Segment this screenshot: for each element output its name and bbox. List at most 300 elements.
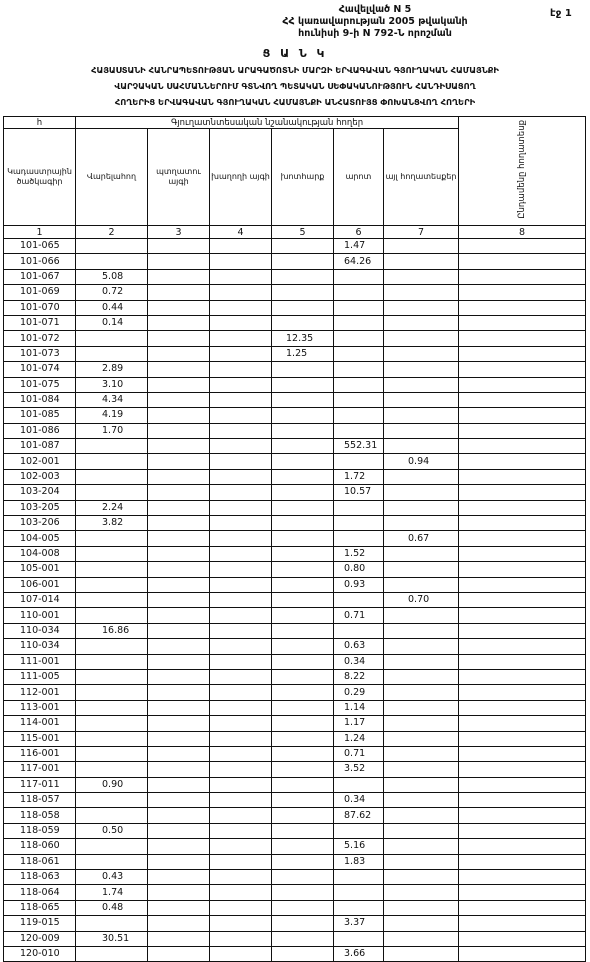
- area-cell: [210, 254, 272, 269]
- cadastral-code-cell: 114-001: [4, 716, 76, 731]
- table-row: [4, 439, 586, 454]
- table-row: [4, 315, 586, 330]
- appendix-line: Հավելված N 5: [338, 4, 412, 15]
- area-cell: 0.50: [76, 823, 148, 838]
- table-row: [4, 408, 586, 423]
- area-cell: [459, 931, 586, 946]
- area-cell: [459, 546, 586, 561]
- table-row: [4, 639, 586, 654]
- area-cell: [459, 839, 586, 854]
- area-cell: [272, 931, 334, 946]
- area-cell: [384, 315, 459, 330]
- table-row: [4, 346, 586, 361]
- area-cell: [384, 300, 459, 315]
- area-cell: [148, 654, 210, 669]
- area-cell: [272, 639, 334, 654]
- area-cell: [148, 362, 210, 377]
- area-cell: [210, 423, 272, 438]
- area-cell: [459, 716, 586, 731]
- table-row: [4, 854, 586, 869]
- area-cell: [148, 439, 210, 454]
- area-cell: [459, 762, 586, 777]
- area-cell: [459, 700, 586, 715]
- area-cell: 0.71: [334, 746, 384, 761]
- appendix-line: հունիսի 9-ի N 792-Ն որոշման: [298, 28, 452, 39]
- area-cell: [148, 592, 210, 607]
- area-cell: [334, 346, 384, 361]
- area-cell: 4.34: [76, 392, 148, 407]
- column-header-total-label: Ընդամենը հողատեսք: [517, 120, 528, 219]
- area-cell: [459, 377, 586, 392]
- cadastral-code-cell: 118-061: [4, 854, 76, 869]
- area-cell: [384, 239, 459, 254]
- area-cell: [76, 485, 148, 500]
- area-cell: [76, 762, 148, 777]
- area-cell: [384, 854, 459, 869]
- area-cell: [148, 623, 210, 638]
- table-row: [4, 392, 586, 407]
- area-cell: [148, 685, 210, 700]
- area-cell: [459, 854, 586, 869]
- area-cell: [459, 608, 586, 623]
- area-cell: 5.08: [76, 269, 148, 284]
- area-cell: [210, 392, 272, 407]
- area-cell: [76, 716, 148, 731]
- cadastral-code-cell: 120-009: [4, 931, 76, 946]
- area-cell: [384, 823, 459, 838]
- area-cell: 3.10: [76, 377, 148, 392]
- area-cell: [76, 685, 148, 700]
- area-cell: [334, 592, 384, 607]
- cadastral-code-cell: 103-204: [4, 485, 76, 500]
- cadastral-code-cell: 105-001: [4, 562, 76, 577]
- area-cell: [148, 885, 210, 900]
- table-row: [4, 300, 586, 315]
- column-header-total: [459, 117, 586, 226]
- area-cell: [459, 423, 586, 438]
- area-cell: [384, 716, 459, 731]
- area-cell: [210, 808, 272, 823]
- area-cell: [210, 746, 272, 761]
- area-cell: 0.43: [76, 870, 148, 885]
- area-cell: [210, 900, 272, 915]
- area-cell: [76, 577, 148, 592]
- area-cell: [459, 592, 586, 607]
- area-cell: [210, 839, 272, 854]
- area-cell: [272, 546, 334, 561]
- cadastral-code-cell: 101-085: [4, 408, 76, 423]
- area-cell: [384, 377, 459, 392]
- table-row: [4, 500, 586, 515]
- area-cell: 1.52: [334, 546, 384, 561]
- area-cell: [148, 485, 210, 500]
- area-cell: 3.82: [76, 516, 148, 531]
- area-cell: [384, 808, 459, 823]
- area-cell: [384, 669, 459, 684]
- area-cell: [334, 900, 384, 915]
- cadastral-code-cell: 101-069: [4, 285, 76, 300]
- area-cell: 1.24: [334, 731, 384, 746]
- area-cell: [384, 885, 459, 900]
- area-cell: [210, 577, 272, 592]
- cadastral-code-cell: 104-008: [4, 546, 76, 561]
- cadastral-code-cell: 101-087: [4, 439, 76, 454]
- area-cell: [384, 423, 459, 438]
- cadastral-code-cell: 118-063: [4, 870, 76, 885]
- area-cell: [384, 546, 459, 561]
- table-row: [4, 685, 586, 700]
- area-cell: [459, 269, 586, 284]
- area-cell: [272, 823, 334, 838]
- area-cell: [459, 469, 586, 484]
- area-cell: [384, 731, 459, 746]
- area-cell: 1.25: [272, 346, 334, 361]
- area-cell: [272, 777, 334, 792]
- area-cell: 16.86: [76, 623, 148, 638]
- area-cell: [210, 500, 272, 515]
- area-cell: [76, 454, 148, 469]
- area-cell: [148, 239, 210, 254]
- area-cell: [459, 685, 586, 700]
- area-cell: [459, 823, 586, 838]
- area-cell: 5.16: [334, 839, 384, 854]
- list-title: Ց Ա Ն Կ: [262, 47, 328, 60]
- area-cell: [384, 285, 459, 300]
- cadastral-code-cell: 102-003: [4, 469, 76, 484]
- area-cell: [76, 346, 148, 361]
- area-cell: 0.90: [76, 777, 148, 792]
- area-cell: [148, 731, 210, 746]
- area-cell: 1.83: [334, 854, 384, 869]
- area-cell: [384, 793, 459, 808]
- area-cell: [272, 254, 334, 269]
- area-cell: [272, 746, 334, 761]
- area-cell: [272, 885, 334, 900]
- area-cell: 0.71: [334, 608, 384, 623]
- area-cell: [384, 577, 459, 592]
- table-row: [4, 469, 586, 484]
- area-cell: [148, 346, 210, 361]
- area-cell: [148, 577, 210, 592]
- area-cell: [459, 731, 586, 746]
- cadastral-code-cell: 117-001: [4, 762, 76, 777]
- area-cell: [272, 762, 334, 777]
- area-cell: [76, 546, 148, 561]
- area-cell: [272, 685, 334, 700]
- area-cell: [210, 469, 272, 484]
- column-number: 3: [148, 226, 210, 239]
- area-cell: [148, 516, 210, 531]
- area-cell: 3.37: [334, 916, 384, 931]
- area-cell: [148, 500, 210, 515]
- area-cell: [459, 562, 586, 577]
- area-cell: [272, 808, 334, 823]
- area-cell: [384, 469, 459, 484]
- table-row: [4, 423, 586, 438]
- cadastral-code-cell: 101-075: [4, 377, 76, 392]
- area-cell: 0.14: [76, 315, 148, 330]
- cadastral-code-cell: 117-011: [4, 777, 76, 792]
- area-cell: [76, 531, 148, 546]
- area-cell: [210, 700, 272, 715]
- area-cell: [76, 700, 148, 715]
- area-cell: [210, 762, 272, 777]
- area-cell: [272, 531, 334, 546]
- area-cell: 1.74: [76, 885, 148, 900]
- area-cell: [272, 562, 334, 577]
- area-cell: [148, 254, 210, 269]
- area-cell: [210, 315, 272, 330]
- area-cell: [210, 946, 272, 961]
- group-header-cell: Գյուղատնտեսական նշանակության հողեր: [76, 117, 459, 129]
- area-cell: [148, 285, 210, 300]
- land-table: [3, 116, 586, 962]
- area-cell: [76, 639, 148, 654]
- area-cell: 64.26: [334, 254, 384, 269]
- cadastral-code-cell: 102-001: [4, 454, 76, 469]
- area-cell: [459, 577, 586, 592]
- area-cell: [384, 346, 459, 361]
- area-cell: 0.72: [76, 285, 148, 300]
- area-cell: [76, 592, 148, 607]
- area-cell: 1.72: [334, 469, 384, 484]
- table-row: [4, 577, 586, 592]
- area-cell: [210, 916, 272, 931]
- area-cell: [210, 346, 272, 361]
- cadastral-code-cell: 103-206: [4, 516, 76, 531]
- area-cell: [334, 623, 384, 638]
- table-row: [4, 546, 586, 561]
- area-cell: [210, 854, 272, 869]
- area-cell: [459, 793, 586, 808]
- area-cell: [459, 300, 586, 315]
- table-row: [4, 608, 586, 623]
- area-cell: [148, 900, 210, 915]
- column-number-row: [4, 226, 586, 239]
- area-cell: [459, 331, 586, 346]
- area-cell: [272, 577, 334, 592]
- area-cell: [148, 931, 210, 946]
- area-cell: [76, 746, 148, 761]
- area-cell: [459, 808, 586, 823]
- cadastral-code-cell: 113-001: [4, 700, 76, 715]
- table-row: [4, 839, 586, 854]
- area-cell: 0.93: [334, 577, 384, 592]
- cadastral-code-cell: 101-066: [4, 254, 76, 269]
- area-cell: [384, 762, 459, 777]
- area-cell: 30.51: [76, 931, 148, 946]
- area-cell: [459, 885, 586, 900]
- document-heading: [10, 62, 580, 110]
- area-cell: [272, 839, 334, 854]
- area-cell: [334, 885, 384, 900]
- table-row: [4, 946, 586, 961]
- area-cell: [210, 731, 272, 746]
- area-cell: [210, 454, 272, 469]
- table-row: [4, 669, 586, 684]
- area-cell: [272, 239, 334, 254]
- area-cell: [210, 639, 272, 654]
- area-cell: [272, 716, 334, 731]
- area-cell: 12.35: [272, 331, 334, 346]
- area-cell: [384, 916, 459, 931]
- table-row: [4, 377, 586, 392]
- table-body: [4, 239, 586, 962]
- area-cell: [272, 469, 334, 484]
- table-row: [4, 746, 586, 761]
- area-cell: [384, 331, 459, 346]
- area-cell: [76, 254, 148, 269]
- area-cell: [384, 700, 459, 715]
- area-cell: [272, 516, 334, 531]
- area-cell: [459, 346, 586, 361]
- area-cell: [334, 392, 384, 407]
- area-cell: [459, 900, 586, 915]
- area-cell: [272, 485, 334, 500]
- area-cell: 3.52: [334, 762, 384, 777]
- cadastral-code-cell: 101-073: [4, 346, 76, 361]
- area-cell: [148, 423, 210, 438]
- table-row: [4, 362, 586, 377]
- area-cell: [384, 362, 459, 377]
- area-cell: [334, 362, 384, 377]
- area-cell: [272, 731, 334, 746]
- area-cell: 0.67: [384, 531, 459, 546]
- area-cell: [384, 931, 459, 946]
- area-cell: [334, 870, 384, 885]
- area-cell: [210, 362, 272, 377]
- area-cell: [384, 639, 459, 654]
- area-cell: 0.34: [334, 654, 384, 669]
- area-cell: [210, 300, 272, 315]
- column-header-arable: Վարելահող: [76, 129, 148, 226]
- area-cell: [334, 454, 384, 469]
- table-row: [4, 285, 586, 300]
- area-cell: [384, 500, 459, 515]
- area-cell: [148, 408, 210, 423]
- table-row: [4, 885, 586, 900]
- heading-line: ՎԱՐՉԱԿԱՆ ՍԱՀՄԱՆՆԵՐՈՒՄ ԳՏՆՎՈՂ ՊԵՏԱԿԱՆ ՍԵՓԱԿԱՆՈՒԹՅՈՒՆ ՀԱՆԴԻՍԱՑՈՂ: [114, 81, 476, 91]
- cadastral-code-cell: 106-001: [4, 577, 76, 592]
- area-cell: 4.19: [76, 408, 148, 423]
- area-cell: [76, 469, 148, 484]
- area-cell: [334, 408, 384, 423]
- area-cell: [459, 623, 586, 638]
- cadastral-code-cell: 101-072: [4, 331, 76, 346]
- table-row: [4, 793, 586, 808]
- area-cell: [272, 870, 334, 885]
- heading-line: ՀՈՂԵՐԻՑ ԵՐՎԱԳԱՎԱՆ ԳՅՈՒՂԱԿԱՆ ՀԱՄԱՅՆՔԻ ԱՆՀԱՏՈՒՅՑ ՓՈԽԱՆՑՎՈՂ ՀՈՂԵՐԻ: [114, 97, 476, 107]
- area-cell: [76, 331, 148, 346]
- area-cell: [459, 639, 586, 654]
- area-cell: [384, 685, 459, 700]
- area-cell: [272, 654, 334, 669]
- area-cell: [148, 639, 210, 654]
- area-cell: [272, 392, 334, 407]
- area-cell: [459, 654, 586, 669]
- area-cell: 0.70: [384, 592, 459, 607]
- area-cell: [459, 392, 586, 407]
- area-cell: [459, 362, 586, 377]
- table-row: [4, 777, 586, 792]
- area-cell: [210, 885, 272, 900]
- area-cell: [76, 239, 148, 254]
- area-cell: [272, 377, 334, 392]
- appendix-line: ՀՀ կառավարության 2005 թվականի: [282, 16, 468, 27]
- area-cell: [76, 654, 148, 669]
- area-cell: [384, 746, 459, 761]
- area-cell: [459, 408, 586, 423]
- area-cell: [272, 946, 334, 961]
- group-left-cell: հ: [4, 117, 76, 129]
- area-cell: 87.62: [334, 808, 384, 823]
- table-row: [4, 485, 586, 500]
- cadastral-code-cell: 110-001: [4, 608, 76, 623]
- area-cell: [334, 516, 384, 531]
- column-header-vineyard: խաղողի այգի: [210, 129, 272, 226]
- area-cell: [272, 700, 334, 715]
- area-cell: [148, 608, 210, 623]
- cadastral-code-cell: 101-065: [4, 239, 76, 254]
- area-cell: [148, 793, 210, 808]
- area-cell: [459, 777, 586, 792]
- area-cell: [210, 777, 272, 792]
- area-cell: [76, 946, 148, 961]
- table-row: [4, 331, 586, 346]
- area-cell: 1.14: [334, 700, 384, 715]
- area-cell: [210, 546, 272, 561]
- area-cell: [210, 269, 272, 284]
- cadastral-code-cell: 110-034: [4, 623, 76, 638]
- cadastral-code-cell: 118-064: [4, 885, 76, 900]
- area-cell: [459, 315, 586, 330]
- area-cell: 1.70: [76, 423, 148, 438]
- area-cell: [148, 669, 210, 684]
- area-cell: [272, 854, 334, 869]
- area-cell: [210, 623, 272, 638]
- area-cell: [459, 669, 586, 684]
- area-cell: [334, 531, 384, 546]
- area-cell: [384, 623, 459, 638]
- cadastral-code-cell: 101-074: [4, 362, 76, 377]
- area-cell: [210, 870, 272, 885]
- area-cell: [459, 946, 586, 961]
- area-cell: [272, 423, 334, 438]
- area-cell: 3.66: [334, 946, 384, 961]
- area-cell: [210, 485, 272, 500]
- area-cell: [272, 439, 334, 454]
- column-number: 8: [459, 226, 586, 239]
- area-cell: [148, 546, 210, 561]
- area-cell: [384, 946, 459, 961]
- cadastral-code-cell: 103-205: [4, 500, 76, 515]
- area-cell: [76, 808, 148, 823]
- area-cell: [272, 500, 334, 515]
- table-row: [4, 870, 586, 885]
- area-cell: 2.24: [76, 500, 148, 515]
- area-cell: [148, 469, 210, 484]
- table-row: [4, 516, 586, 531]
- table-row: [4, 931, 586, 946]
- area-cell: [148, 916, 210, 931]
- table-row: [4, 762, 586, 777]
- area-cell: [334, 423, 384, 438]
- page-number: էջ 1: [550, 8, 572, 19]
- area-cell: [148, 946, 210, 961]
- cadastral-code-cell: 118-065: [4, 900, 76, 915]
- column-header-hayfield: խոտհարք: [272, 129, 334, 226]
- area-cell: 0.29: [334, 685, 384, 700]
